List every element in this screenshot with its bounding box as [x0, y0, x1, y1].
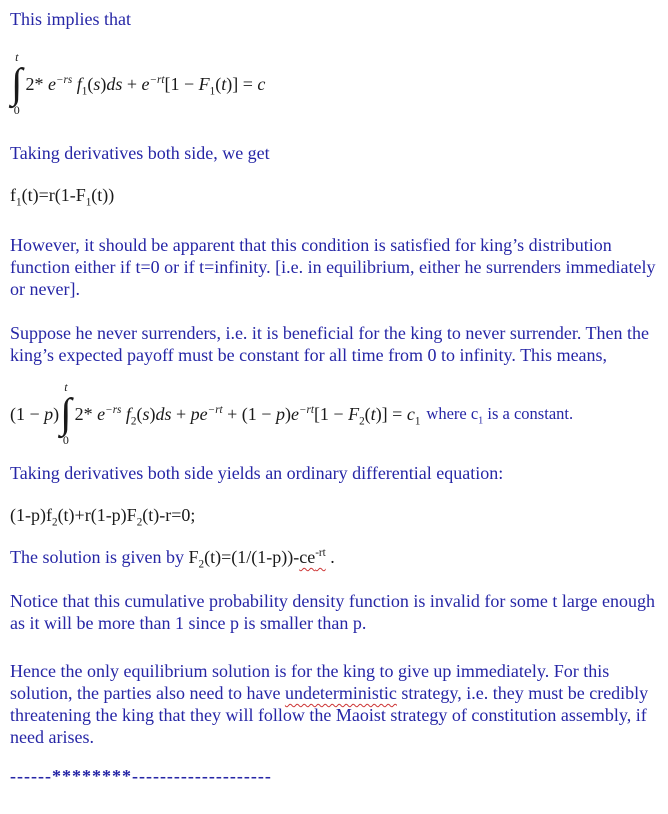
equation-2 — [10, 382, 658, 446]
suppose-paragraph: Suppose he never surrenders, i.e. it is beneficial for the king to never surrender. Then the king’s expected payoff must be constant for all time from 0 to infinity. This means, — [10, 323, 649, 365]
integral-symbol — [60, 382, 72, 446]
f1-equation-line: $f_1(t)=r(1-F_1(t))$ — [10, 185, 115, 209]
equation-1 — [10, 52, 658, 116]
derivative-note: Taking derivatives both side, we get — [10, 143, 270, 163]
separator-line: ------********-------------------- — [10, 766, 272, 786]
however-paragraph: However, it should be apparent that this condition is satisfied for king’s distribution function either if t=0 or if t=infinity. [i.e. in equilibrium, either he surrenders immediately or never]. — [10, 235, 656, 299]
integral-lower-limit: 0 — [62, 433, 69, 447]
equation-1-body: 2* $e^{-rs}$ $f_1(s)ds + e^{-rt}[1 - F_1(t)] = c$ — [25, 73, 266, 98]
integral-lower-limit: 0 — [13, 103, 20, 117]
ode-intro: Taking derivatives both side yields an ordinary differential equation: — [10, 463, 504, 483]
integral-upper-limit: t — [64, 380, 68, 394]
notice-paragraph: Notice that this cumulative probability density function is invalid for some t large enough as it will be more than 1 since p is smaller than p. — [10, 591, 656, 633]
integral-sign-icon: ∫ — [60, 391, 72, 437]
equation-2-prefix: (1 − p) — [10, 403, 60, 424]
where-constant-note: where $c_1$ is a constant. — [426, 404, 574, 427]
solution-line — [10, 546, 658, 571]
integral-sign-icon: ∫ — [11, 61, 23, 107]
intro-line: This implies that — [10, 9, 131, 29]
ode-line: $(1-p)f_2(t)+r(1-p)F_2(t)-r=0$; — [10, 505, 196, 529]
conclusion-paragraph: Hence the only equilibrium solution is for the king to give up immediately. For this solution, the parties also need to have undeterministic strategy, i.e. they must be credibly threatening the king that they will follow the Maoist strategy of constitution assembly, if need arises. — [10, 661, 649, 747]
solution-formula: $F_2(t)=(1/(1-p))-ce^{-rt}$ . — [188, 547, 335, 571]
integral-upper-limit: t — [15, 50, 19, 64]
equation-2-body: 2* $e^{-rs}$ $f_2(s)ds + pe^{-rt} + (1 - p)e^{-rt}[1 - F_2(t)] = c_1$ — [74, 403, 421, 428]
solution-lead-text: The solution is given by — [10, 547, 189, 567]
integral-symbol — [11, 52, 23, 116]
